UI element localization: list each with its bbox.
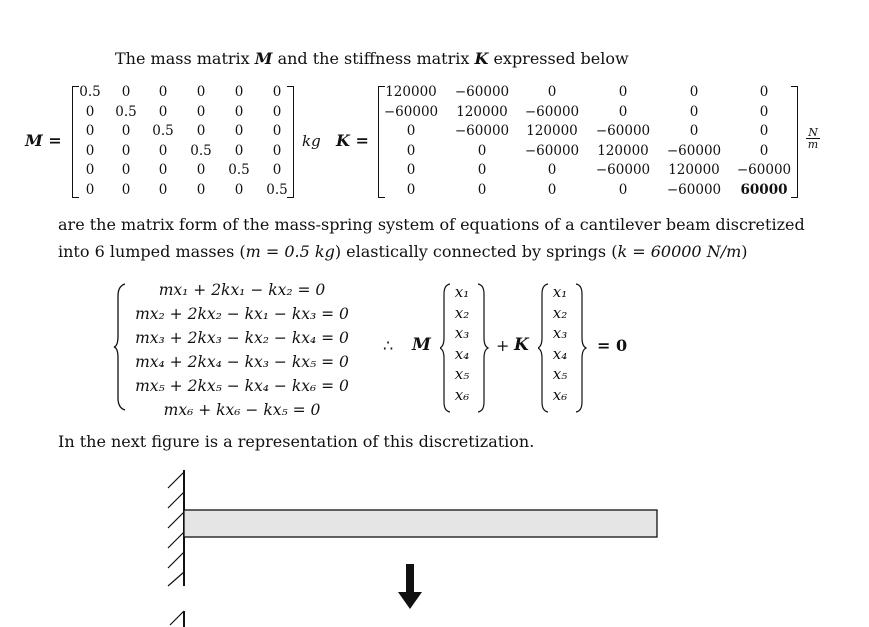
matrix-cell: 120000 <box>668 162 720 178</box>
matrix-cell: 0 <box>406 123 416 139</box>
intro-line <box>115 49 629 68</box>
figure-caption: In the next figure is a representation of this discretization. <box>58 432 535 451</box>
intro-stiffness-symbol: K <box>474 49 489 68</box>
second-wall-hatch <box>170 611 184 625</box>
matrix-cell: 0 <box>618 103 628 120</box>
matrix-cell: 0.5 <box>115 103 137 120</box>
matrix-cell: 0 <box>547 84 557 100</box>
matrix-cell: −60000 <box>595 162 651 178</box>
matrix-cell: 0 <box>85 103 95 120</box>
matrix-cell: 0 <box>158 103 168 120</box>
matrix-cell: 0 <box>158 84 168 100</box>
equation-line: mx₁ + 2kx₁ − kx₂ = 0 <box>158 281 326 299</box>
matrix-cell: 0.5 <box>152 123 174 139</box>
vector-element: x₁ <box>454 283 470 301</box>
matrix-cell: 0 <box>547 162 557 178</box>
vector-element: x₃ <box>552 324 568 342</box>
matrix-cell: 0 <box>759 103 769 120</box>
system-brace <box>112 282 128 412</box>
equation-line: mx₄ + 2kx₄ − kx₃ − kx₅ = 0 <box>135 353 349 371</box>
matrix-cell: 0 <box>759 123 769 139</box>
matrix-cell: 0 <box>121 123 131 139</box>
matrix-cell: 0 <box>85 162 95 178</box>
matrix-cell: 0 <box>196 84 206 100</box>
matrix-cell: 120000 <box>385 84 437 100</box>
load-arrow-icon <box>398 564 422 609</box>
matrix-cell: 120000 <box>526 123 578 139</box>
matrix-cell: 0 <box>196 123 206 139</box>
vector-element: x₅ <box>454 365 470 383</box>
intro-text-2: and the stiffness matrix <box>272 49 475 68</box>
vector-element: x₆ <box>454 385 470 404</box>
matrix-cell: 0 <box>759 84 769 100</box>
matrix-cell: −60000 <box>666 142 722 159</box>
matrix-cell: 0 <box>689 84 699 100</box>
vector-element: x₆ <box>552 385 568 404</box>
intro-text-1: The mass matrix <box>115 49 255 68</box>
equation-line: mx₂ + 2kx₂ − kx₁ − kx₃ = 0 <box>135 305 349 323</box>
system-mass-symbol: M <box>412 335 431 355</box>
matrix-cell: 0 <box>689 103 699 120</box>
matrix-cell: −60000 <box>454 84 510 100</box>
description-text-b: ) elastically connected by springs ( <box>334 242 618 261</box>
matrix-cell: 0 <box>689 123 699 139</box>
beam <box>184 510 657 537</box>
matrix-cell: −60000 <box>383 103 439 120</box>
matrix-cell: 0 <box>272 162 282 178</box>
matrix-cell: 0.5 <box>228 162 250 178</box>
matrix-cell: 0 <box>406 181 416 198</box>
matrix-cell: 0 <box>406 142 416 159</box>
matrix-cell: 0.5 <box>190 142 212 159</box>
stiffness-unit <box>806 127 820 150</box>
description-text-c: ) <box>741 242 748 261</box>
stiffness-unit-denominator: m <box>807 138 819 151</box>
intro-mass-symbol: M <box>254 49 273 68</box>
spring-value: k = 60000 N/m <box>617 242 742 261</box>
matrix-cell: 0 <box>85 142 95 159</box>
system-stiffness-symbol: K <box>514 335 529 355</box>
vector-element: x₄ <box>454 344 470 363</box>
matrix-cell: 0 <box>234 142 244 159</box>
matrix-cell: 0 <box>234 181 244 198</box>
stiffness-unit-numerator: N <box>806 127 820 139</box>
matrix-cell: −60000 <box>736 162 792 178</box>
matrix-cell: 60000 <box>740 181 788 198</box>
vector-element: x₂ <box>552 303 568 322</box>
matrix-cell: 120000 <box>456 103 508 120</box>
matrix-cell: 0 <box>272 142 282 159</box>
matrix-cell: 0 <box>759 142 769 159</box>
vector-element: x₃ <box>454 324 470 342</box>
matrix-cell: −60000 <box>666 181 722 198</box>
matrix-cell: 0 <box>234 123 244 139</box>
matrix-cell: 0 <box>272 84 282 100</box>
mass-value: m = 0.5 kg <box>245 242 335 261</box>
matrix-cell: 0 <box>618 84 628 100</box>
matrix-cell: 0 <box>547 181 557 198</box>
description-text-a: into 6 lumped masses ( <box>58 242 246 261</box>
matrix-cell: 0 <box>121 84 131 100</box>
equation-line: mx₃ + 2kx₃ − kx₂ − kx₄ = 0 <box>135 329 349 347</box>
matrix-cell: 0.5 <box>79 84 101 100</box>
matrix-cell: 0 <box>477 162 487 178</box>
matrix-cell: −60000 <box>524 103 580 120</box>
vector-element: x₂ <box>454 303 470 322</box>
matrix-cell: 0 <box>234 84 244 100</box>
wall-hatching <box>168 472 184 586</box>
description-line-2 <box>58 242 748 261</box>
plus-sign: + <box>496 336 510 355</box>
matrix-cell: 0 <box>158 181 168 198</box>
matrix-cell: −60000 <box>524 142 580 159</box>
matrix-cell: 0.5 <box>266 181 288 198</box>
matrix-cell: 0 <box>196 103 206 120</box>
equals-zero: = 0 <box>597 336 628 355</box>
mass-unit: kg <box>302 132 321 150</box>
stiffness-matrix-label: K = <box>336 131 369 150</box>
matrix-cell: 0 <box>121 181 131 198</box>
description-line-1: are the matrix form of the mass-spring system of equations of a cantilever beam discretized <box>58 215 805 234</box>
cantilever-beam-figure <box>160 468 670 627</box>
matrix-cell: 0 <box>406 162 416 178</box>
vector-element: x₁ <box>552 283 568 301</box>
vector-element: x₄ <box>552 344 568 363</box>
matrix-cell: 0 <box>272 103 282 120</box>
matrix-cell: −60000 <box>454 123 510 139</box>
matrix-cell: 0 <box>477 142 487 159</box>
vector-element: x₅ <box>552 365 568 383</box>
intro-text-3: expressed below <box>488 49 629 68</box>
matrix-cell: 0 <box>234 103 244 120</box>
matrix-cell: 0 <box>121 162 131 178</box>
matrix-cell: 0 <box>121 142 131 159</box>
equation-line: mx₅ + 2kx₅ − kx₄ − kx₆ = 0 <box>135 377 349 395</box>
equation-line: mx₆ + kx₆ − kx₅ = 0 <box>163 401 321 419</box>
matrix-cell: 0 <box>477 181 487 198</box>
matrix-cell: 0 <box>618 181 628 198</box>
matrix-cell: 0 <box>85 123 95 139</box>
matrix-cell: 0 <box>85 181 95 198</box>
matrix-cell: 0 <box>158 162 168 178</box>
matrix-cell: 120000 <box>597 142 649 159</box>
mass-matrix-label: M = <box>25 131 62 150</box>
matrix-cell: −60000 <box>595 123 651 139</box>
therefore-symbol: ∴ <box>383 336 394 355</box>
matrix-cell: 0 <box>272 123 282 139</box>
matrix-cell: 0 <box>196 181 206 198</box>
matrix-cell: 0 <box>158 142 168 159</box>
matrix-cell: 0 <box>196 162 206 178</box>
